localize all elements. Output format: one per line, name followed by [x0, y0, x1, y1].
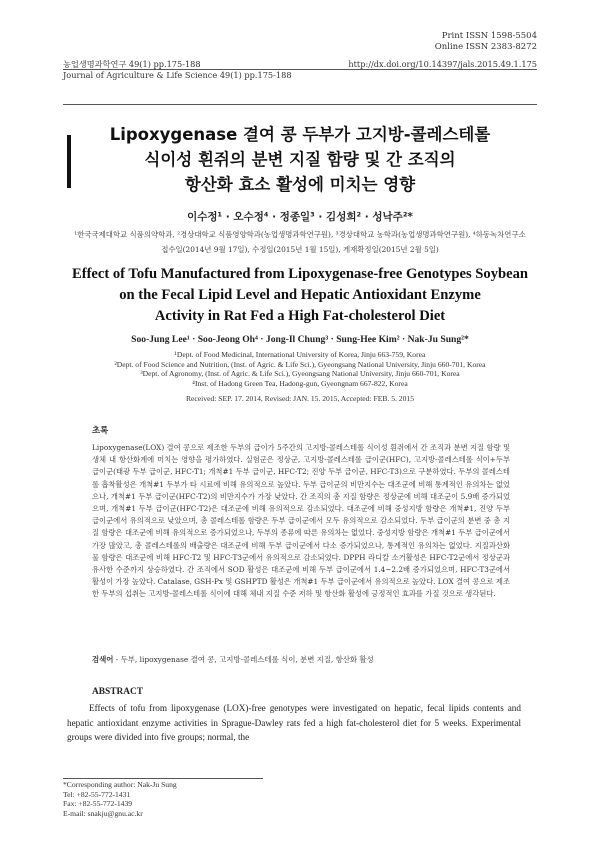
english-title-line-3: Activity in Rat Fed a High Fat-cholesterol Diet: [154, 308, 446, 324]
header-divider: [63, 69, 537, 70]
english-abstract-body: [67, 701, 521, 745]
english-authors: Soo-Jung Lee¹ · Soo-Jeong Oh⁴ · Jong-Il Chung³ · Sung-Hee Kim² · Nak-Ju Sung²*: [131, 334, 469, 345]
english-abstract-heading: ABSTRACT: [92, 687, 144, 697]
journal-kr: 농업생명과학연구 49(1) pp.175-188: [63, 59, 201, 69]
english-title: [50, 264, 550, 327]
footnote-tel: Tel: +82-55-772-1431: [63, 789, 131, 799]
english-dates: Received: SEP. 17. 2014, Revised: JAN. 15. 2015, Accepted: FEB. 5. 2015: [185, 394, 414, 403]
affiliation-4: ⁴Inst. of Hadong Green Tea, Hadong-gun, Gyeongnam 667-822, Korea: [192, 378, 408, 388]
corresponding-author: *Corresponding author: Nak-Ju Sung: [63, 780, 177, 789]
korean-affiliations: ¹한국국제대학교 식품의약학과, ²경상대학교 식품영양학과(농업생명과학연구원), ³경상대학교 농학과(농업생명과학연구원), ⁴하동녹차연구소: [74, 230, 526, 239]
korean-abstract-heading: 초록: [92, 425, 109, 435]
korean-dates: 접수일(2014년 9월 17일), 수정일(2015년 1월 15일), 게재확정일(2015년 2월 5일): [161, 245, 439, 254]
keywords: [92, 654, 512, 665]
keywords-text: - 두부, lipoxygenase 결여 콩, 고지방-콜레스테롤 식이, 분변 지질, 항산화 활성: [115, 655, 374, 664]
footnote-divider: [63, 778, 263, 779]
journal-en: Journal of Agriculture & Life Science 49(1) pp.175-188: [63, 70, 292, 80]
affiliation-1: ¹Dept. of Food Medicinal, International University of Korea, Jinju 663-759, Korea: [174, 350, 426, 359]
print-issn: Print ISSN 1598-5504: [441, 31, 537, 41]
journal-header: [63, 59, 292, 81]
issn-block: [435, 31, 537, 53]
korean-authors: 이수정¹ · 오수정⁴ · 정종일³ · 김성희² · 성낙주²*: [187, 211, 413, 223]
korean-title-line-3: 항산화 효소 활성에 미치는 영향: [184, 175, 416, 194]
doi-link[interactable]: http://dx.doi.org/10.14397/jals.2015.49.1.175: [348, 59, 537, 69]
header-bottom-rule: [63, 104, 537, 105]
korean-title-line-1: Lipoxygenase 결여 콩 두부가 고지방-콜레스테롤: [109, 125, 491, 144]
korean-abstract-body: Lipoxygenase(LOX) 결여 콩으로 제조한 두부의 급이가 5주간의 고지방-콜레스테롤 식이성 흰쥐에서 간 조직과 분변 지질 함량 및 생체 내 항산화계에 미치는 영향을 평가하였다. 실험군은 정상군, 고지방-콜레스테롤 급이군(HFC), 고지방-콜레스테롤 식이+두부 급이군(태광 두부 급이군, HFC-T1; 개척#1 두부 급이군, HFC-T2; 진양 두부 급이군, HFC-T3)으로 구분하였다. 두부의 콜레스테롤 흡착활성은 개척#1 두부가 타 시료에 비해 유의적으로 높았다. 두부 급이군의 비만지수는 대조군에 비해 통계적인 유의차는 없었으나, 개척#1 두부 급이군(HFC-T2)의 비만지수가 가장 낮았다. 간 조직의 총 지질 함량은 정상군에 비해 대조군이 5.9배 증가되었으며, 개척#1 두부 급이군(HFC-T2)은 대조군에 비해 유의적으로 감소되었다. 대조군에 비해 중성지방 함량은 개척#1, 진양 두부 급이군에서 유의적으로 낮았으며, 총 콜레스테롤 함량은 두부 급이군에서 모두 유의적으로 감소되었다. 두부 급이군의 분변 중 총 지질 함량은 대조군에 비해 유의적으로 증가되었으나, 두부의 종류에 따른 유의차는 없었다. 중성지방 함량은 개척#1 두부 급이군에서 가장 많았고, 총 콜레스테롤의 배출량은 대조군에 비해 두부 급이군에서 다소 증가되었으나, 통계적인 유의차는 없었다. 지질과산화물 함량은 대조군에 비해 HFC-T2 및 HFC-T3군에서 유의적으로 감소되었다. DPPH 라디칼 소거활성은 HFC-T2군에서 정상군과 유사한 수준까지 상승하였다. 간 조직에서 SOD 활성은 대조군에 비해 두부 급이군에서 1.4~2.2배 증가되었으며, HFC-T3군에서 활성이 가장 높았다. Catalase, GSH-Px 및 GSHPTD 활성은 개척#1 두부 급이군에서 유의적으로 높았다. LOX 결여 콩으로 제조한 두부의 섭취는 고지방-콜레스테롤 식이에 대해 체내 지질 수준 저하 및 항산화 활성에 긍정적인 효과를 가질 것으로 생각된다.: [92, 443, 510, 599]
affiliation-2: ²Dept. of Food Science and Nutrition, (Inst. of Agric. & Life Sci.), Gyeongsang National University, Jinju 660-701, Korea: [114, 359, 486, 369]
korean-title-line-2: 식이성 흰쥐의 분변 지질 함량 및 간 조직의: [144, 150, 456, 169]
corresponding-footnote: [63, 780, 177, 818]
keywords-label: 검색어: [92, 655, 114, 664]
affiliation-3: ³Dept. of Agronomy, (Inst. of Agric. & Life Sci.), Gyeongsang National University, Jinju 660-701, Korea: [140, 369, 460, 379]
korean-title: [40, 122, 560, 197]
english-title-line-2: on the Fecal Lipid Level and Hepatic Antioxidant Enzyme: [119, 287, 481, 303]
footnote-fax: Fax: +82-55-772-1439: [63, 799, 133, 809]
footnote-email[interactable]: E-mail: snakju@gnu.ac.kr: [63, 808, 143, 818]
english-title-line-1: Effect of Tofu Manufactured from Lipoxygenase-free Genotypes Soybean: [71, 266, 529, 282]
english-abstract-text: Effects of tofu from lipoxygenase (LOX)-free genotypes were investigated on hepatic, fecal lipids contents and hepatic antioxidant enzyme activities in Sprague-Dawley rats fed a high fat-cholesterol diet for 5 weeks. Experimental groups were divided into five groups; normal, the: [67, 703, 521, 743]
english-affiliations: [40, 350, 560, 388]
online-issn: Online ISSN 2383-8272: [434, 42, 537, 52]
